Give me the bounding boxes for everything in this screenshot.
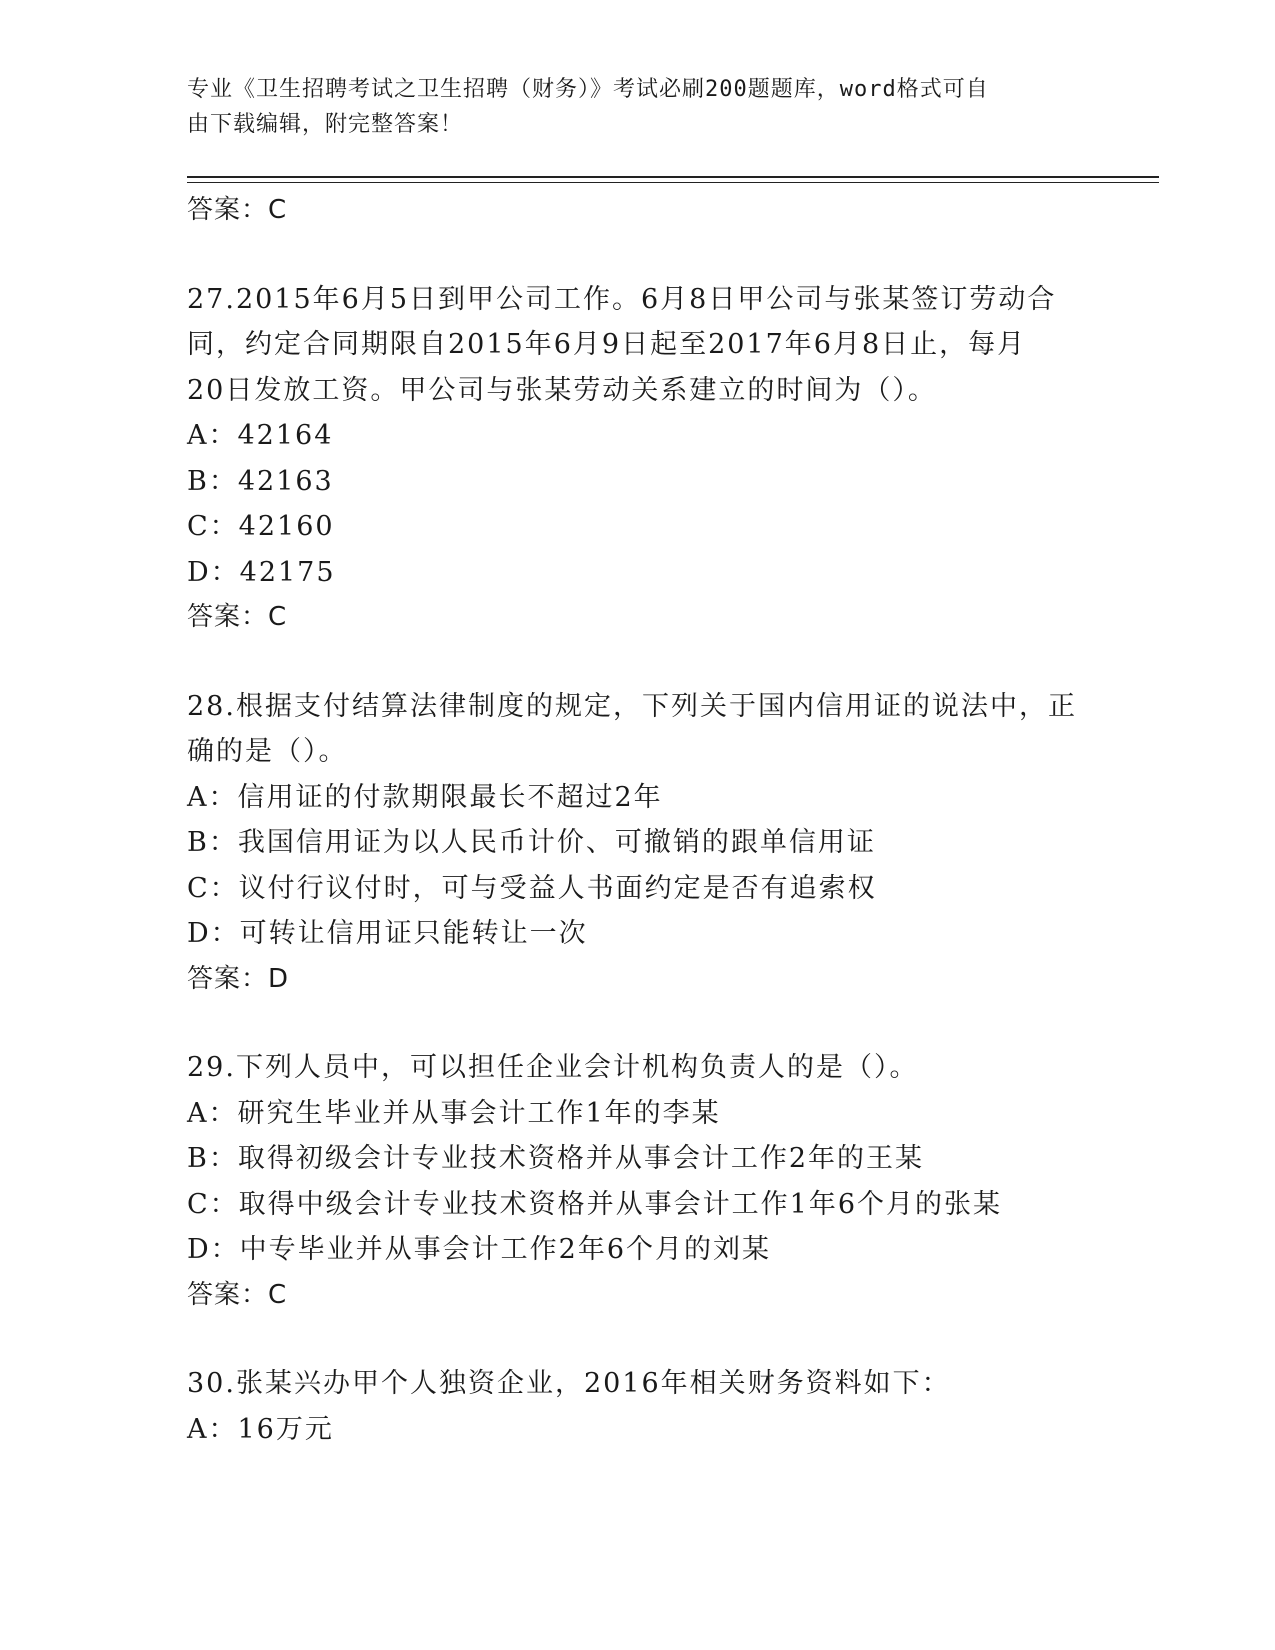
question-list (187, 188, 1087, 1452)
question-stem-line: 30.张某兴办甲个人独资企业，2016年相关财务资料如下： (187, 1368, 951, 1399)
question-30 (187, 1361, 1087, 1452)
option-a: A：研究生毕业并从事会计工作1年的李某 (187, 1097, 721, 1129)
spacer (187, 234, 1087, 277)
option-c: C：议付行议付时，可与受益人书面约定是否有追索权 (187, 872, 877, 904)
question-28 (187, 684, 1087, 1003)
option-b: B：取得初级会计专业技术资格并从事会计工作2年的王某 (187, 1143, 925, 1174)
option-b: B：我国信用证为以人民币计价、可撤销的跟单信用证 (187, 827, 876, 858)
option-a: A：信用证的付款期限最长不超过2年 (187, 781, 663, 813)
option-c: C：42160 (187, 511, 335, 542)
header-line-2: 由下载编辑，附完整答案！ (187, 112, 464, 137)
option-d: D：可转让信用证只能转让一次 (187, 918, 588, 949)
question-stem-line: 同，约定合同期限自2015年6月9日起至2017年6月8日止，每月 (187, 329, 1027, 360)
option-d: D：中专毕业并从事会计工作2年6个月的刘某 (187, 1234, 772, 1265)
spacer (187, 641, 1087, 684)
option-d: D：42175 (187, 556, 336, 588)
previous-answer: 答案：C (187, 195, 288, 225)
spacer (187, 1318, 1087, 1361)
option-b: B：42163 (187, 465, 334, 497)
question-stem-line: 确的是（）。 (187, 736, 348, 767)
question-stem-line: 27.2015年6月5日到甲公司工作。6月8日甲公司与张某签订劳动合 (187, 283, 1057, 315)
option-a: A：16万元 (187, 1413, 334, 1445)
header-line-1: 专业《卫生招聘考试之卫生招聘（财务）》考试必刷200题题库，word格式可自 (187, 77, 989, 102)
document-header (187, 72, 1067, 142)
question-stem-line: 29.下列人员中，可以担任企业会计机构负责人的是（）。 (187, 1052, 919, 1083)
answer: 答案：C (187, 1279, 288, 1310)
option-a: A：42164 (187, 420, 334, 451)
option-c: C：取得中级会计专业技术资格并从事会计工作1年6个月的张某 (187, 1188, 1003, 1220)
answer: 答案：D (187, 963, 290, 994)
question-27 (187, 277, 1087, 641)
spacer (187, 1002, 1087, 1045)
question-stem-line: 20日发放工资。甲公司与张某劳动关系建立的时间为（）。 (187, 374, 937, 406)
answer: 答案：C (187, 602, 288, 632)
question-stem-line: 28.根据支付结算法律制度的规定，下列关于国内信用证的说法中，正 (187, 690, 1077, 722)
question-29 (187, 1045, 1087, 1318)
header-rule-thick (187, 176, 1159, 178)
header-rule-thin (187, 182, 1159, 183)
